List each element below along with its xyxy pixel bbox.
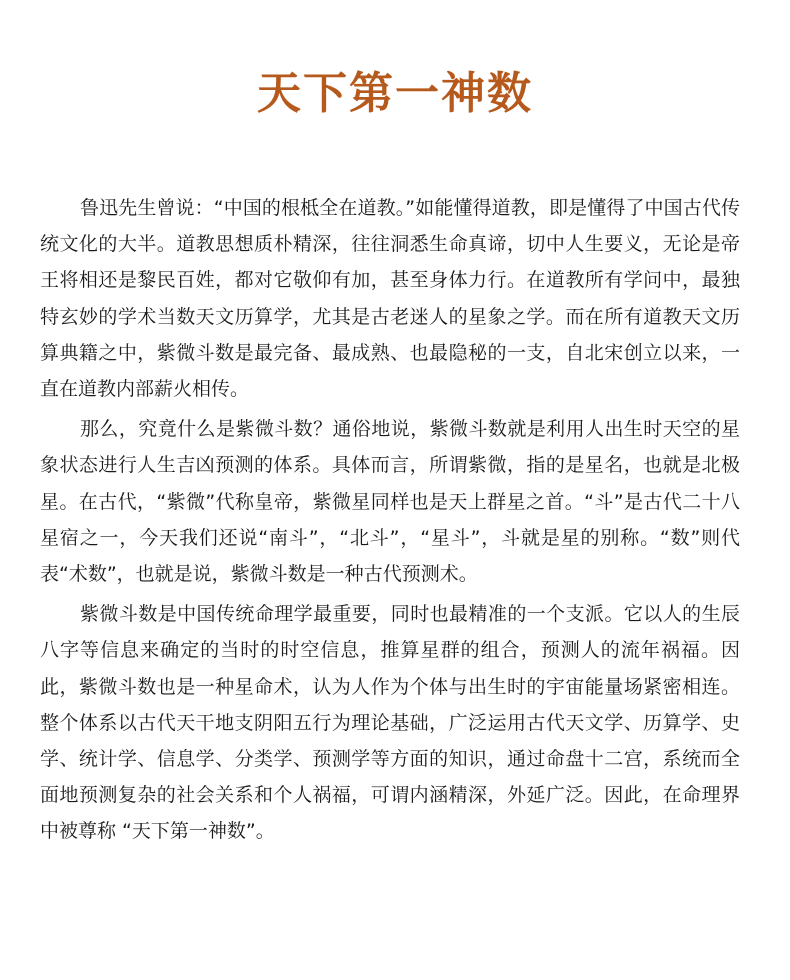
paragraph-2: 那么，究竟什么是紫微斗数？通俗地说，紫微斗数就是利用人出生时天空的星象状态进行人生吉凶预测的体系。具体而言，所谓紫微，指的是星名，也就是北极星。在古代，“紫微”代称皇帝，紫微星同样也是天上群星之首。“斗”是古代二十八星宿之一，今天我们还说“南斗”，“北斗”，“星斗”，斗就是星的别称。“数”则代表“术数”，也就是说，紫微斗数是一种古代预测术。 [40,418,740,586]
paragraph-3: 紫微斗数是中国传统命理学最重要，同时也最精准的一个支派。它以人的生辰八字等信息来确定的当时的时空信息，推算星群的组合，预测人的流年祸福。因此，紫微斗数也是一种星命术，认为人作为个体与出生时的宇宙能量场紧密相连。整个体系以古代天干地支阴阳五行为理论基础，广泛运用古代天文学、历算学、史学、统计学、信息学、分类学、预测学等方面的知识，通过命盘十二宫，系统而全面地预测复杂的社会关系和个人祸福，可谓内涵精深，外延广泛。因此，在命理界中被尊称 “天下第一神数”。 [40,603,740,843]
body-text [40,190,740,854]
page-title: 天下第一神数 [257,68,533,119]
paragraph-1: 鲁迅先生曾说：“中国的根柢全在道教。”如能懂得道教，即是懂得了中国古代传统文化的大半。道教思想质朴精深，往往洞悉生命真谛，切中人生要义，无论是帝王将相还是黎民百姓，都对它敬仰有加，甚至身体力行。在道教所有学问中，最独特玄妙的学术当数天文历算学，尤其是古老迷人的星象之学。而在所有道教天文历算典籍之中，紫微斗数是最完备、最成熟、也最隐秘的一支，自北宋创立以来，一直在道教内部薪火相传。 [40,197,740,401]
